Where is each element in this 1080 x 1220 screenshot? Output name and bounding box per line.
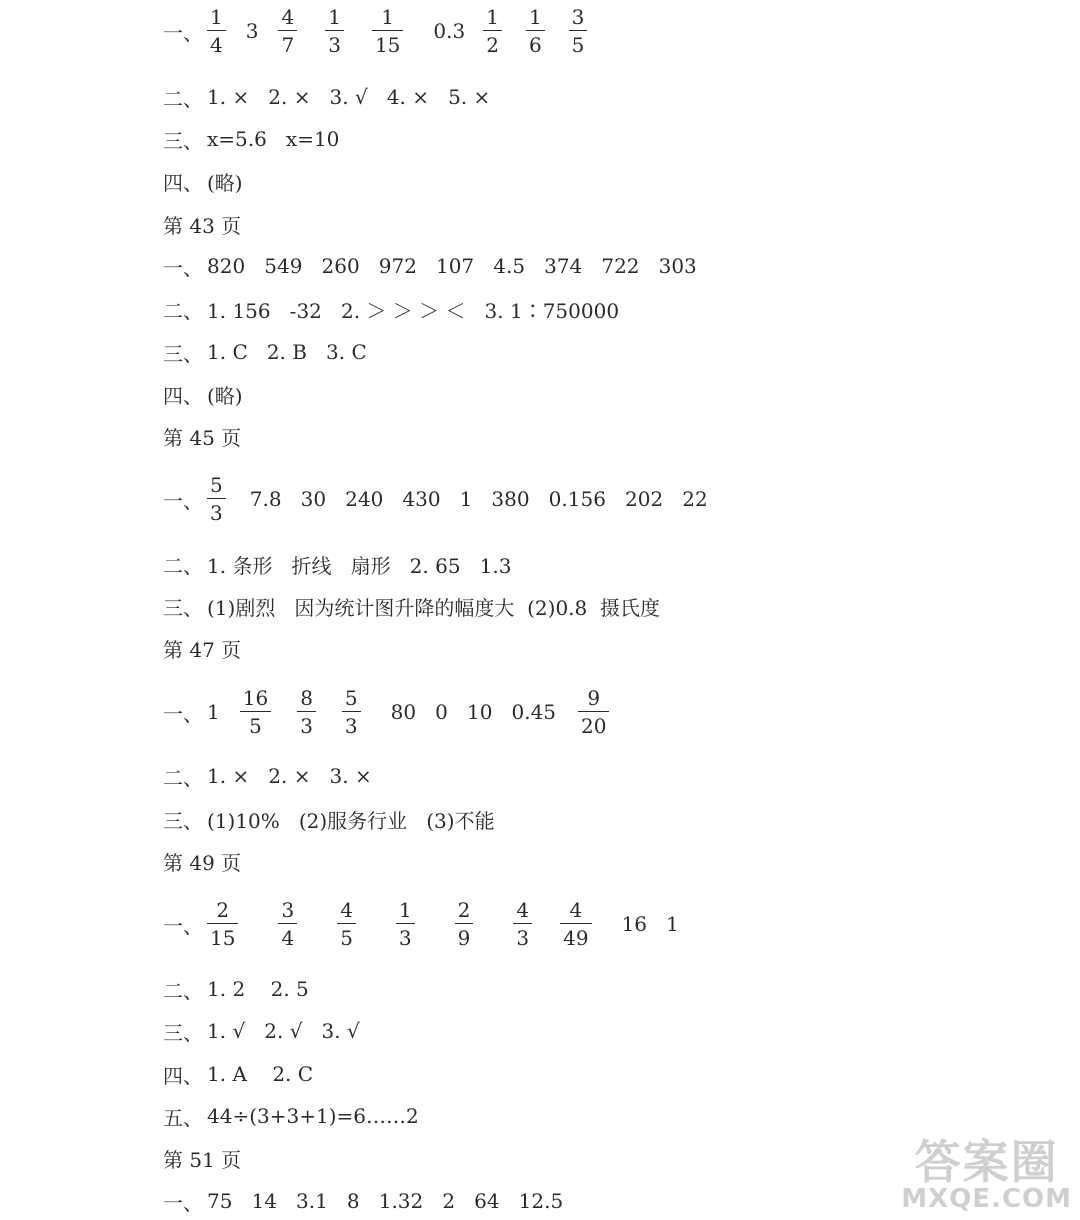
answer-text: 3 — [245, 19, 259, 43]
answer-text: 1. √ 2. √ 3. √ — [207, 1019, 360, 1043]
answer-line — [163, 207, 241, 241]
fraction — [337, 897, 356, 951]
fraction-denominator: 4 — [281, 926, 295, 951]
watermark-url: MXQE.COM — [901, 1184, 1072, 1215]
fraction-denominator: 3 — [398, 926, 412, 951]
answer-line — [163, 844, 241, 878]
section-label: 三、 — [163, 1020, 203, 1045]
fraction — [560, 897, 591, 951]
answer-line — [163, 335, 367, 369]
answer-text: 第 43 页 — [163, 213, 242, 238]
fraction-numerator: 5 — [210, 472, 223, 497]
fraction — [455, 897, 474, 951]
fraction-numerator: 4 — [569, 897, 583, 922]
fraction-numerator: 3 — [281, 897, 295, 922]
fraction-numerator: 1 — [381, 4, 395, 29]
fraction — [569, 4, 588, 58]
section-label: 二、 — [163, 765, 203, 790]
fraction — [297, 685, 316, 739]
fraction-numerator: 4 — [340, 897, 353, 922]
fraction — [483, 4, 502, 58]
answer-text: (1)10% (2)服务行业 (3)不能 — [207, 808, 495, 833]
answer-text: (略) — [207, 170, 243, 195]
answer-line — [163, 631, 241, 665]
answer-line — [163, 292, 619, 326]
fraction-denominator: 20 — [581, 714, 607, 739]
answer-line — [163, 472, 708, 526]
fraction — [513, 897, 532, 951]
section-label: 四、 — [163, 1063, 203, 1088]
answer-text: 7.8 30 240 430 1 380 0.156 202 22 — [249, 487, 708, 511]
answer-text: 75 14 3.1 8 1.32 2 64 12.5 — [207, 1189, 564, 1213]
answer-text: (1)剧烈 因为统计图升降的幅度大 (2)0.8 摄氏度 — [207, 595, 660, 620]
answer-line — [163, 1099, 419, 1133]
section-label: 五、 — [163, 1105, 203, 1130]
section-label: 三、 — [163, 128, 203, 153]
fraction-denominator: 3 — [516, 926, 530, 951]
section-label: 二、 — [163, 86, 203, 111]
answer-line — [163, 377, 243, 411]
fraction-denominator: 5 — [249, 714, 262, 739]
fraction-numerator: 16 — [242, 685, 269, 710]
section-label: 一、 — [163, 255, 203, 280]
section-label: 四、 — [163, 383, 203, 408]
section-label: 一、 — [163, 701, 203, 726]
section-label: 二、 — [163, 298, 203, 323]
section-label: 一、 — [163, 20, 203, 45]
fraction-numerator: 8 — [300, 685, 313, 710]
answer-text: 第 51 页 — [163, 1147, 242, 1172]
fraction-denominator: 7 — [281, 33, 295, 58]
fraction-denominator: 3 — [210, 501, 223, 526]
answer-line — [163, 897, 679, 951]
answer-text: x=5.6 x=10 — [207, 127, 340, 151]
fraction-numerator: 9 — [587, 685, 601, 710]
section-label: 一、 — [163, 913, 203, 938]
answer-text: 16 1 — [621, 912, 679, 936]
fraction-denominator: 15 — [374, 33, 401, 58]
answer-line — [163, 1184, 563, 1218]
fraction — [207, 897, 238, 951]
fraction — [372, 4, 403, 58]
fraction-numerator: 2 — [457, 897, 471, 922]
fraction-numerator: 1 — [328, 4, 341, 29]
fraction — [240, 685, 271, 739]
fraction-numerator: 4 — [516, 897, 530, 922]
fraction-numerator: 1 — [398, 897, 412, 922]
answer-text: 第 49 页 — [163, 850, 242, 875]
answer-text: 44÷(3+3+1)=6……2 — [207, 1104, 419, 1128]
section-label: 二、 — [163, 553, 203, 578]
section-label: 三、 — [163, 808, 203, 833]
answer-text: 0.3 — [433, 19, 466, 43]
section-label: 三、 — [163, 595, 203, 620]
fraction-denominator: 3 — [344, 714, 358, 739]
answer-line — [163, 122, 339, 156]
fraction — [278, 897, 297, 951]
answer-line — [163, 589, 660, 623]
answer-line — [163, 1057, 313, 1091]
fraction-denominator: 49 — [563, 926, 589, 951]
answer-line — [163, 1141, 241, 1175]
fraction-denominator: 6 — [528, 33, 542, 58]
section-label: 三、 — [163, 341, 203, 366]
fraction-denominator: 15 — [210, 926, 236, 951]
fraction-numerator: 1 — [486, 4, 499, 29]
answer-line — [163, 80, 490, 114]
fraction — [207, 4, 226, 58]
answer-line — [163, 164, 243, 198]
answer-text: 第 45 页 — [163, 425, 242, 450]
answer-line — [163, 249, 697, 283]
answer-text: 1 — [207, 700, 220, 724]
answer-text: 1. 2 2. 5 — [207, 977, 309, 1001]
watermark — [901, 1135, 1072, 1215]
answer-text: 1. × 2. × 3. × — [207, 764, 372, 788]
fraction — [207, 472, 226, 526]
answer-line — [163, 972, 309, 1006]
fraction-numerator: 1 — [210, 4, 223, 29]
answer-line — [163, 759, 372, 793]
section-label: 一、 — [163, 1190, 203, 1215]
section-label: 二、 — [163, 978, 203, 1003]
fraction-numerator: 4 — [281, 4, 295, 29]
fraction-numerator: 3 — [571, 4, 585, 29]
answer-text: 第 47 页 — [163, 637, 242, 662]
section-label: 四、 — [163, 170, 203, 195]
fraction-denominator: 4 — [210, 33, 223, 58]
answer-line — [163, 547, 511, 581]
answer-text: 1. 156 -32 2. ＞ ＞ ＞ ＜ 3. 1∶750000 — [207, 298, 620, 323]
fraction — [396, 897, 415, 951]
answer-line — [163, 685, 609, 739]
fraction-denominator: 2 — [486, 33, 499, 58]
watermark-logo: 答案圈 — [914, 1135, 1059, 1190]
answer-line — [163, 802, 495, 836]
fraction — [526, 4, 545, 58]
answer-text: 80 0 10 0.45 — [390, 700, 557, 724]
answer-line — [163, 1014, 360, 1048]
fraction-numerator: 5 — [344, 685, 358, 710]
fraction-denominator: 3 — [300, 714, 313, 739]
fraction — [342, 685, 361, 739]
fraction — [278, 4, 297, 58]
fraction — [578, 685, 609, 739]
answer-text: (略) — [207, 383, 243, 408]
fraction-denominator: 5 — [340, 926, 353, 951]
answer-text: 1. × 2. × 3. √ 4. × 5. × — [207, 85, 491, 109]
fraction-denominator: 9 — [457, 926, 471, 951]
section-label: 一、 — [163, 488, 203, 513]
answer-line — [163, 4, 587, 58]
answer-text: 1. A 2. C — [207, 1062, 314, 1086]
answer-text: 1. C 2. B 3. C — [207, 340, 367, 364]
fraction-numerator: 1 — [528, 4, 542, 29]
fraction — [325, 4, 344, 58]
answer-text: 1. 条形 折线 扇形 2. 65 1.3 — [207, 553, 512, 578]
answer-line — [163, 419, 241, 453]
fraction-numerator: 2 — [216, 897, 230, 922]
fraction-denominator: 3 — [328, 33, 341, 58]
fraction-denominator: 5 — [571, 33, 585, 58]
answer-text: 820 549 260 972 107 4.5 374 722 303 — [207, 254, 697, 278]
